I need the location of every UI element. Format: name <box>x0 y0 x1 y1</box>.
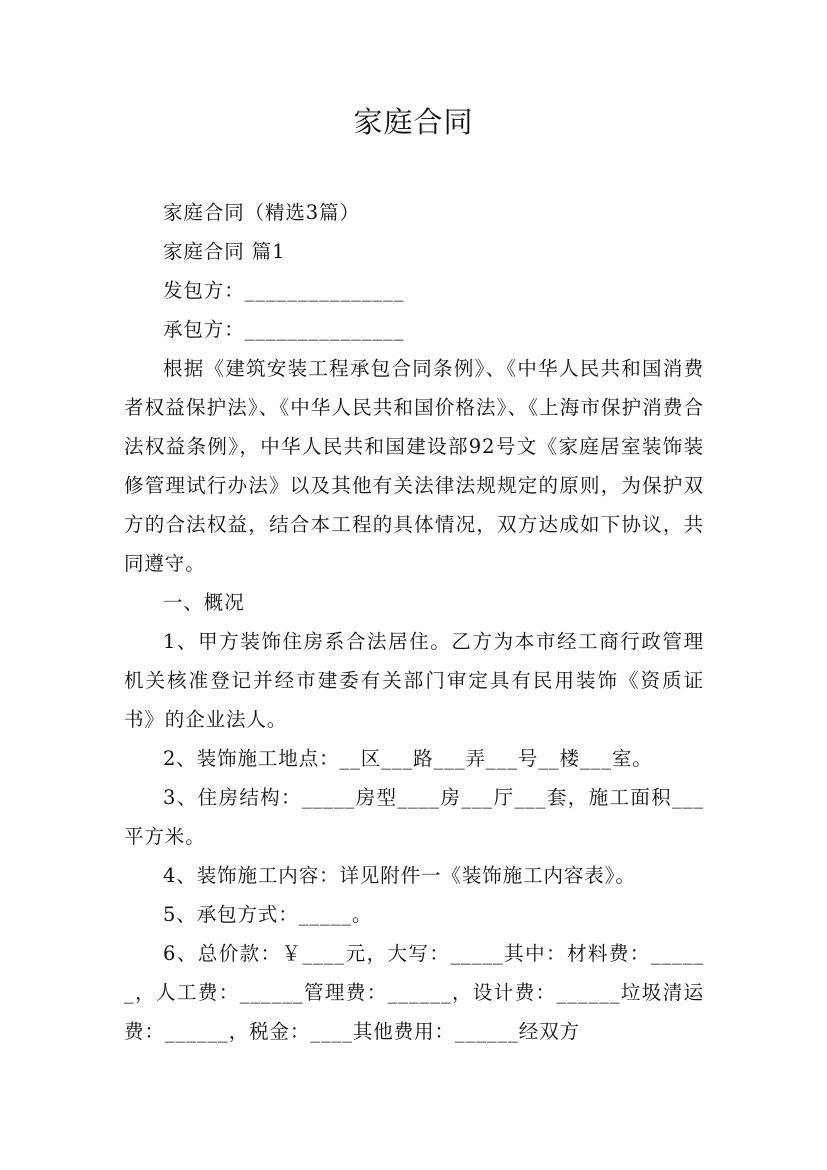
clause-1-paragraph: 1、甲方装饰住房系合法居住。乙方为本市经工商行政管理机关核准登记并经市建委有关部门审定具有民用装饰《资质证书》的企业法人。 <box>124 630 704 731</box>
document-body <box>124 193 704 1051</box>
contractor-receiver-line: 承包方：_______________ <box>163 318 405 341</box>
clause-3-paragraph: 3、住房结构：_____房型____房___厅___套，施工面积___平方米。 <box>124 786 704 848</box>
clause-5-paragraph: 5、承包方式：_____。 <box>163 903 373 926</box>
subtitle-paragraph: 家庭合同（精选3篇） <box>163 201 360 224</box>
clause-4-paragraph: 4、装饰施工内容：详见附件一《装饰施工内容表》。 <box>163 864 636 887</box>
overview-heading: 一、概况 <box>163 591 245 614</box>
clause-6-paragraph: 6、总价款：￥____元，大写：_____其中：材料费：______，人工费：______管理费：______，设计费：______垃圾清运费：______，税金：____其他费用：______经双方 <box>124 942 704 1043</box>
section-heading-paragraph: 家庭合同 篇1 <box>163 240 286 263</box>
contractor-issuer-line: 发包方：_______________ <box>163 279 405 302</box>
document-title: 家庭合同 <box>353 105 474 139</box>
clause-2-paragraph: 2、装饰施工地点：__区___路___弄___号__楼___室。 <box>163 747 653 770</box>
legal-basis-paragraph: 根据《建筑安装工程承包合同条例》、《中华人民共和国消费者权益保护法》、《中华人民共和国价格法》、《上海市保护消费合法权益条例》，中华人民共和国建设部92号文《家庭居室装饰装修管理试行办法》以及其他有关法律法规规定的原则，为保护双方的合法权益，结合本工程的具体情况，双方达成如下协议，共同遵守。 <box>124 357 704 575</box>
